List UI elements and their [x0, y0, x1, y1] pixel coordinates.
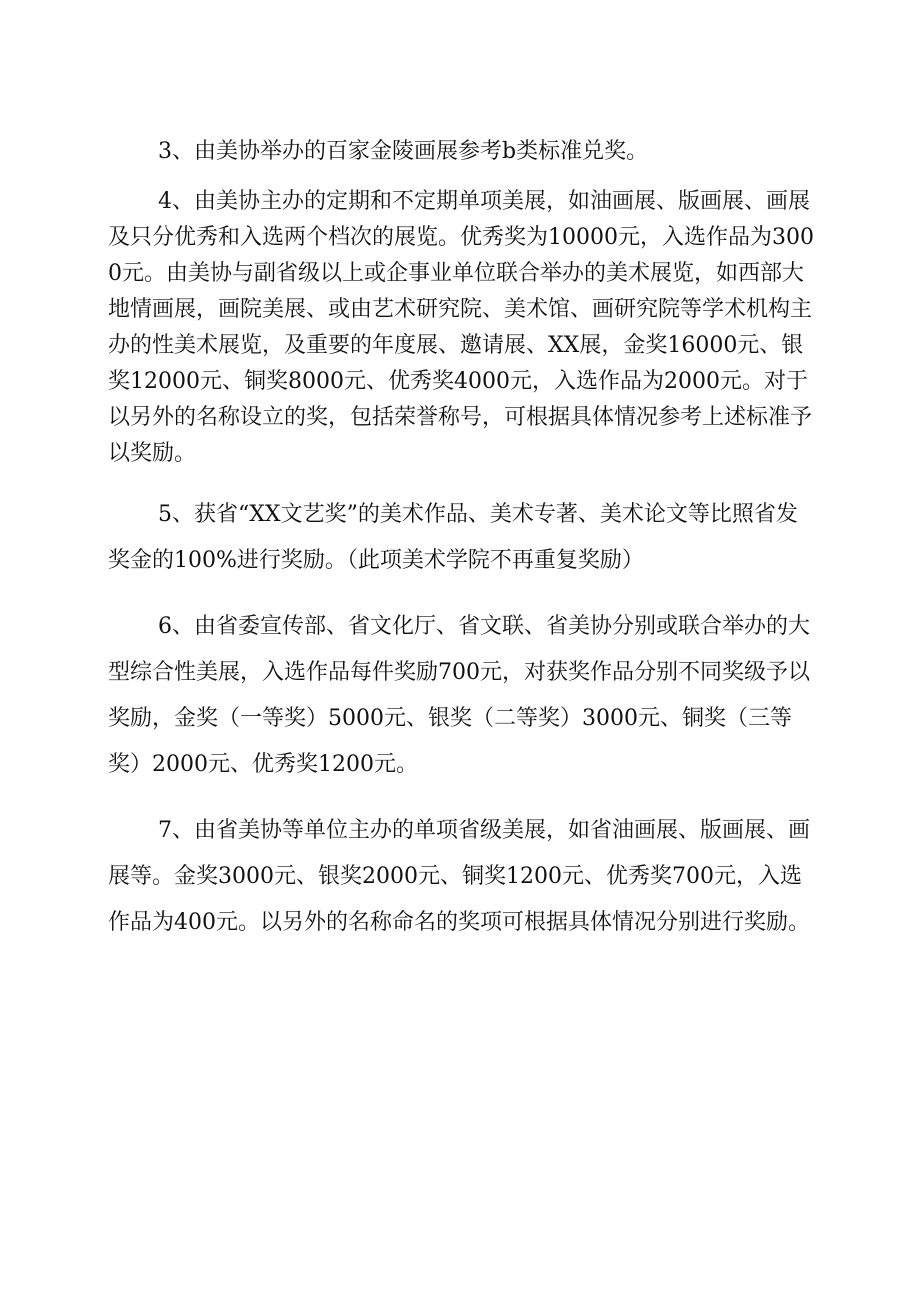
paragraph-item-5: 5、获省“XX文艺奖”的美术作品、美术专著、美术论文等比照省发奖金的100%进行奖励。（此项美术学院不再重复奖励）	[108, 502, 798, 573]
document-body	[108, 134, 814, 966]
paragraph-item-4: 4、由美协主办的定期和不定期单项美展，如油画展、版画展、画展及只分优秀和入选两个档次的展览。优秀奖为10000元，入选作品为3000元。由美协与副省级以上或企事业单位联合举办的美术展览，如西部大地情画展，画院美展、或由艺术研究院、美术馆、画研究院等学术机构主办的性美术展览，及重要的年度展、邀请展、XX展，金奖16000元、银奖12000元、铜奖8000元、优秀奖4000元，入选作品为2000元。对于以另外的名称设立的奖，包括荣誉称号，可根据具体情况参考上述标准予以奖励。	[108, 189, 814, 466]
paragraph-item-7: 7、由省美协等单位主办的单项省级美展，如省油画展、版画展、画展等。金奖3000元、银奖2000元、铜奖1200元、优秀奖700元，入选作品为400元。以另外的名称命名的奖项可根据具体情况分别进行奖励。	[108, 818, 810, 935]
paragraph-item-6: 6、由省委宣传部、省文化厅、省文联、省美协分别或联合举办的大型综合性美展，入选作品每件奖励700元，对获奖作品分别不同奖级予以奖励，金奖（一等奖）5000元、银奖（二等奖）3000元、铜奖（三等奖）2000元、优秀奖1200元。	[108, 614, 810, 777]
paragraph-item-3: 3、由美协举办的百家金陵画展参考b类标准兑奖。	[158, 139, 649, 164]
